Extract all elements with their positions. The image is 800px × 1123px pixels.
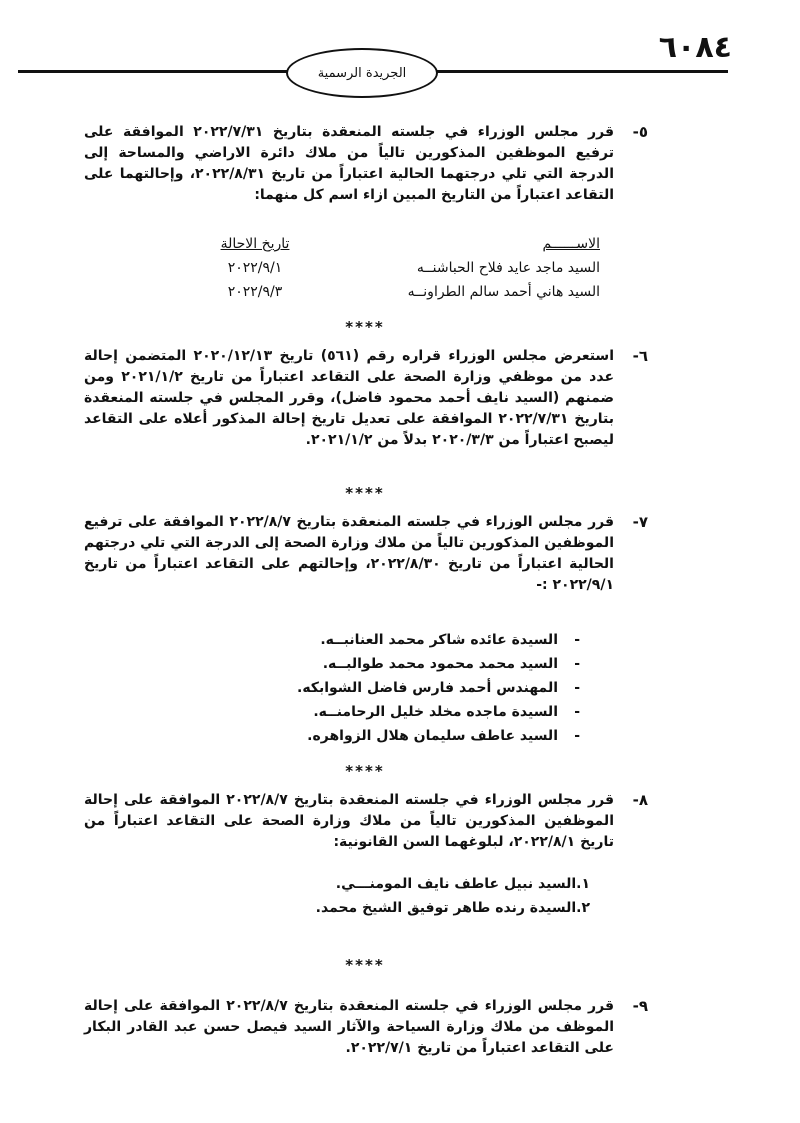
decision-item-5 bbox=[84, 122, 648, 206]
item-number: ٥- bbox=[632, 123, 648, 141]
item-text: استعرض مجلس الوزراء قراره رقم (٥٦١) تاريخ ٢٠٢٠/١٢/١٣ المتضمن إحالة عدد من موظفي وزارة الصحة على التقاعد اعتباراً من تاريخ ٢٠٢١/١/٢ ومن ضمنهم (السيد نايف أحمد محمود فاضل)، وقرر المجلس في جلسته المنعقدة بتاريخ ٢٠٢٢/٧/٣١ الموافقة على تعديل تاريخ إحالة المذكور أعلاه على التقاعد ليصبح اعتباراً من ٢٠٢٠/٣/٣ بدلاً من ٢٠٢١/١/٢. bbox=[84, 348, 615, 448]
list-item bbox=[280, 724, 580, 748]
bullet-dash: - bbox=[574, 632, 580, 648]
list-item bbox=[280, 676, 580, 700]
decision-item-9 bbox=[84, 996, 648, 1059]
table-cell-name: السيد هاني أحمد سالم الطراونــه bbox=[407, 284, 600, 300]
decision-item-7 bbox=[84, 512, 648, 596]
table-row bbox=[200, 280, 600, 304]
table-row bbox=[200, 256, 600, 280]
list-item-text: السيد محمد محمود محمد طوالبــه. bbox=[322, 656, 558, 672]
list-item: ١.السيد نبيل عاطف نايف المومنـــي. bbox=[335, 876, 590, 892]
masthead-title: الجريدة الرسمية bbox=[317, 65, 407, 81]
list-item-text: السيدة عائده شاكر محمد العنانبــه. bbox=[320, 632, 558, 648]
page-number: ٦٠٨٤ bbox=[658, 30, 732, 65]
section-separator: **** bbox=[345, 956, 385, 974]
section-separator: **** bbox=[345, 318, 385, 336]
item7-name-list bbox=[280, 628, 580, 748]
list-item bbox=[280, 628, 580, 652]
column-header-name: الاســــــم bbox=[542, 236, 600, 252]
item-text: قرر مجلس الوزراء في جلسته المنعقدة بتاريخ ٢٠٢٢/٨/٧ الموافقة على ترفيع الموظفين المذكورين تالياً من ملاك وزارة الصحة إلى الدرجة التي تلي درجتهم الحالية اعتباراً من تاريخ ٢٠٢٢/٨/٣٠، وإحالتهم على التقاعد اعتباراً من تاريخ ٢٠٢٢/٩/١ :- bbox=[84, 514, 614, 593]
column-header-date: تاريخ الاحالة bbox=[220, 236, 290, 252]
item-number: ٦- bbox=[632, 347, 648, 365]
decision-item-6 bbox=[84, 346, 648, 451]
table-header-row bbox=[200, 232, 600, 256]
item8-name-list bbox=[300, 872, 590, 920]
table-cell-name: السيد ماجد عايد فلاح الحباشنــه bbox=[416, 260, 600, 276]
masthead-oval bbox=[286, 48, 438, 98]
section-separator: **** bbox=[345, 762, 385, 780]
section-separator: **** bbox=[345, 484, 385, 502]
retirement-table bbox=[200, 232, 600, 304]
list-item-text: السيدة ماجده مخلد خليل الرحامنــه. bbox=[313, 704, 558, 720]
list-item-text: المهندس أحمد فارس فاضل الشوابكه. bbox=[297, 680, 558, 696]
list-item bbox=[280, 700, 580, 724]
item-text: قرر مجلس الوزراء في جلسته المنعقدة بتاريخ ٢٠٢٢/٨/٧ الموافقة على إحالة الموظف من ملاك وزارة السياحة والآثار السيد فيصل حسن عبد القادر البكار على التقاعد اعتباراً من تاريخ ٢٠٢٢/٧/١. bbox=[84, 998, 614, 1056]
bullet-dash: - bbox=[574, 656, 580, 672]
bullet-dash: - bbox=[574, 728, 580, 744]
item-text: قرر مجلس الوزراء في جلسته المنعقدة بتاريخ ٢٠٢٢/٧/٣١ الموافقة على ترفيع الموظفين المذكورين تالياً من ملاك دائرة الاراضي والمساحة إلى الدرجة التي تلي درجتهما الحالية اعتباراً من تاريخ ٢٠٢٢/٨/٣١، وإحالتهما على التقاعد اعتباراً من التاريخ المبين ازاء اسم كل منهما: bbox=[84, 124, 614, 203]
list-item-text: السيد عاطف سليمان هلال الزواهره. bbox=[307, 728, 558, 744]
bullet-dash: - bbox=[574, 704, 580, 720]
item-number: ٩- bbox=[632, 997, 648, 1015]
table-cell-date: ٢٠٢٢/٩/٣ bbox=[227, 284, 283, 300]
item-number: ٧- bbox=[632, 513, 648, 531]
list-item bbox=[280, 652, 580, 676]
item-text: قرر مجلس الوزراء في جلسته المنعقدة بتاريخ ٢٠٢٢/٨/٧ الموافقة على إحالة الموظفين المذكورين تالياً من ملاك وزارة الصحة على التقاعد اعتباراً من تاريخ ٢٠٢٢/٨/١، لبلوغهما السن القانونية: bbox=[84, 792, 614, 850]
table-cell-date: ٢٠٢٢/٩/١ bbox=[227, 260, 283, 276]
bullet-dash: - bbox=[574, 680, 580, 696]
decision-item-8 bbox=[84, 790, 648, 853]
item-number: ٨- bbox=[632, 791, 648, 809]
list-item: ٢.السيدة رنده طاهر توفيق الشيخ محمد. bbox=[315, 900, 590, 916]
